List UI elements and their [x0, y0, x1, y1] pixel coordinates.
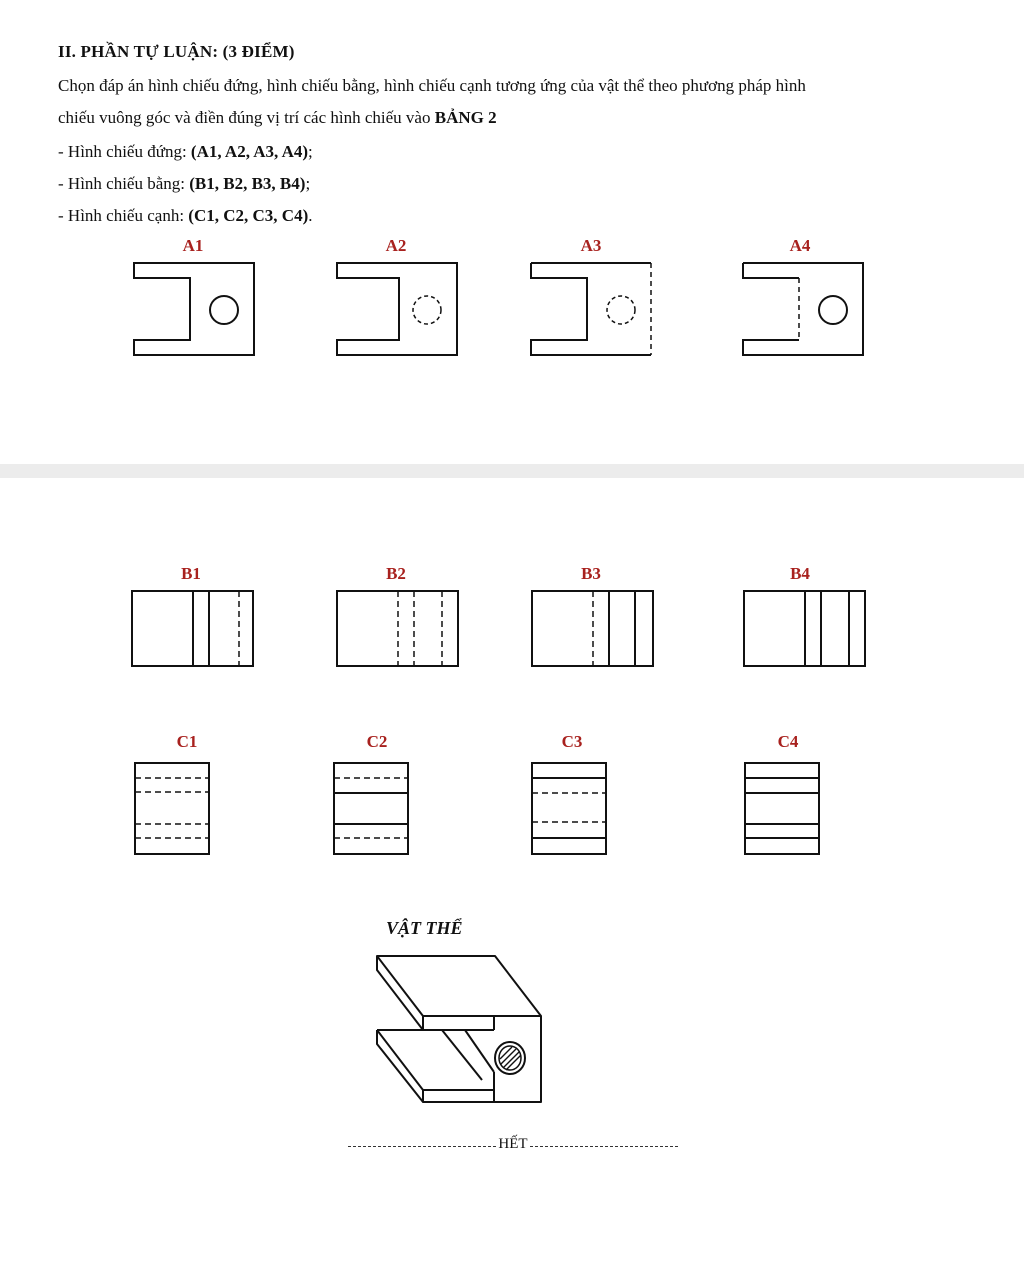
side-view-c3 — [531, 762, 609, 856]
list-item-side-views: - Hình chiếu cạnh: (C1, C2, C3, C4). — [58, 206, 313, 225]
front-view-a3 — [530, 262, 654, 356]
label-a2: A2 — [385, 236, 407, 255]
label-c1: C1 — [176, 732, 198, 751]
isometric-object-drawing — [370, 950, 550, 1110]
list-item-front-views: - Hình chiếu đứng: (A1, A2, A3, A4); — [58, 142, 313, 161]
front-view-a1 — [133, 262, 257, 356]
top-view-b1 — [131, 590, 255, 668]
label-b2: B2 — [386, 564, 406, 583]
side-view-c4 — [744, 762, 822, 856]
label-b1: B1 — [181, 564, 201, 583]
top-view-b2 — [336, 590, 460, 668]
instruction-line-1: Chọn đáp án hình chiếu đứng, hình chiếu bằng, hình chiếu cạnh tương ứng của vật thể theo phương pháp hình — [58, 76, 806, 95]
page-separator — [0, 464, 1024, 478]
hole-icon — [495, 1042, 525, 1074]
top-view-b3 — [531, 590, 655, 668]
side-view-c2 — [333, 762, 411, 856]
end-dash-left — [348, 1146, 496, 1147]
label-a1: A1 — [182, 236, 204, 255]
front-view-a4 — [742, 262, 866, 356]
label-c4: C4 — [777, 732, 799, 751]
label-c3: C3 — [561, 732, 583, 751]
section-heading: II. PHẦN TỰ LUẬN: (3 ĐIỂM) — [58, 42, 295, 61]
label-b4: B4 — [790, 564, 810, 583]
end-marker — [348, 1136, 678, 1153]
label-b3: B3 — [581, 564, 601, 583]
object-title: VẬT THỂ — [386, 918, 463, 938]
label-a4: A4 — [789, 236, 811, 255]
label-c2: C2 — [366, 732, 388, 751]
instruction-line-2: chiếu vuông góc và điền đúng vị trí các hình chiếu vào BẢNG 2 — [58, 108, 497, 127]
table-reference: BẢNG 2 — [434, 108, 497, 127]
page-top — [0, 0, 1024, 464]
label-a3: A3 — [580, 236, 602, 255]
top-view-b4 — [743, 590, 867, 668]
end-dash-right — [530, 1146, 678, 1147]
side-view-c1 — [134, 762, 212, 856]
list-item-top-views: - Hình chiếu bằng: (B1, B2, B3, B4); — [58, 174, 311, 193]
end-text: HẾT — [498, 1136, 528, 1152]
front-view-a2 — [336, 262, 460, 356]
